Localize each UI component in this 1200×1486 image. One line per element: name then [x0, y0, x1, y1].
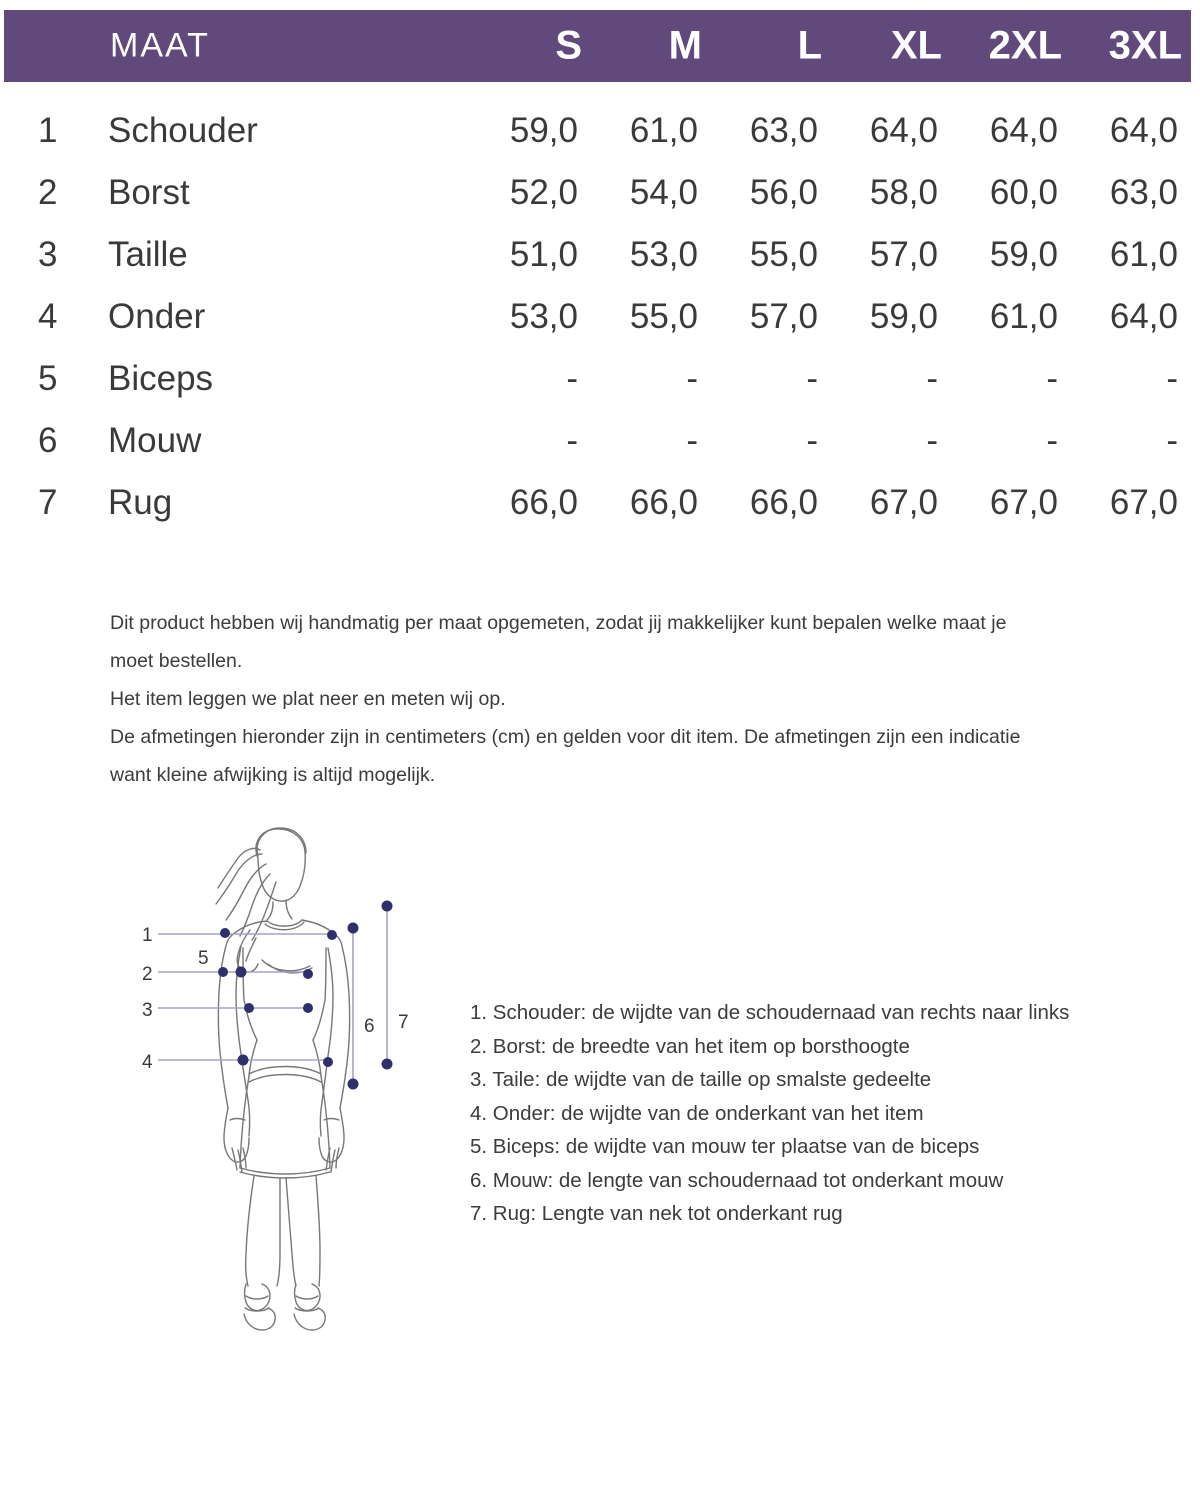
cell-s: 51,0	[509, 235, 578, 274]
legend-item-5: 5. Biceps: de wijdte van mouw ter plaatse van de biceps	[470, 1135, 980, 1158]
cell-s: 52,0	[509, 173, 578, 212]
cell-2xl: -	[1046, 421, 1058, 460]
dot-bottom-left	[238, 1055, 249, 1066]
table-row	[0, 476, 1200, 538]
measurements-table	[0, 104, 1200, 538]
cell-m: 53,0	[629, 235, 698, 274]
row-label: Borst	[108, 173, 190, 212]
cell-l: 66,0	[749, 483, 818, 522]
row-index: 7	[38, 483, 58, 522]
row-index: 5	[38, 359, 58, 398]
table-row	[0, 290, 1200, 352]
body-outline	[216, 828, 350, 1330]
cell-l: 56,0	[749, 173, 818, 212]
legend-item-1: 1. Schouder: de wijdte van de schoudernaad van rechts naar links	[470, 1001, 1070, 1024]
cell-xl: 57,0	[869, 235, 938, 274]
header-size-xl: XL	[890, 23, 942, 68]
row-label: Biceps	[108, 359, 214, 398]
dot-back-bottom	[382, 1059, 393, 1070]
row-index: 6	[38, 421, 58, 460]
marker-3: 3	[142, 1000, 153, 1021]
header-size-l: L	[797, 23, 822, 68]
cell-xl: 64,0	[869, 111, 938, 150]
cell-s: 53,0	[509, 297, 578, 336]
table-row	[0, 414, 1200, 476]
legend-item-4: 4. Onder: de wijdte van de onderkant van het item	[470, 1101, 924, 1125]
table-row	[0, 104, 1200, 166]
cell-s: 59,0	[509, 111, 578, 150]
measurement-notes	[110, 604, 1050, 794]
marker-2: 2	[142, 964, 153, 985]
row-label: Mouw	[108, 421, 202, 460]
table-row	[0, 166, 1200, 228]
table-row	[0, 228, 1200, 290]
row-label: Taille	[108, 235, 188, 274]
dot-shoulder-right	[327, 930, 337, 940]
cell-3xl: 64,0	[1109, 111, 1178, 150]
table-row	[0, 352, 1200, 414]
legend-item-6: 6. Mouw: de lengte van schoudernaad tot onderkant mouw	[470, 1168, 1004, 1192]
dot-sleeve-top	[348, 923, 359, 934]
marker-4: 4	[142, 1052, 153, 1073]
cell-3xl: 67,0	[1109, 483, 1178, 522]
cell-m: 61,0	[629, 111, 698, 150]
row-index: 2	[38, 173, 58, 212]
cell-3xl: -	[1166, 421, 1178, 460]
cell-2xl: 64,0	[989, 111, 1058, 150]
marker-7: 7	[398, 1012, 409, 1033]
dot-shoulder-left	[220, 928, 230, 938]
cell-xl: -	[926, 359, 938, 398]
dot-waist-left	[244, 1003, 254, 1013]
row-label: Rug	[108, 483, 173, 522]
measurement-legend	[470, 996, 1130, 1231]
cell-m: 66,0	[629, 483, 698, 522]
legend-item-7: 7. Rug: Lengte van nek tot onderkant rug	[470, 1202, 843, 1225]
cell-l: 57,0	[749, 297, 818, 336]
cell-l: 55,0	[749, 235, 818, 274]
note-line-3: De afmetingen hieronder zijn in centimeters (cm) en gelden voor dit item. De afmetingen zijn een indicatie want kleine afwijking is altijd mogelijk.	[110, 726, 1021, 786]
dot-waist-right	[303, 1003, 313, 1013]
dot-biceps	[236, 967, 247, 978]
cell-2xl: 61,0	[989, 297, 1058, 336]
marker-1: 1	[142, 925, 153, 946]
cell-2xl: -	[1046, 359, 1058, 398]
header-size-2xl: 2XL	[988, 23, 1062, 68]
cell-m: -	[686, 359, 698, 398]
cell-3xl: -	[1166, 359, 1178, 398]
cell-2xl: 67,0	[989, 483, 1058, 522]
header-size-m: M	[668, 23, 702, 68]
cell-s: -	[566, 421, 578, 460]
row-index: 3	[38, 235, 58, 274]
cell-2xl: 60,0	[989, 173, 1058, 212]
measurement-marker-labels	[142, 925, 409, 1073]
header-size-s: S	[555, 23, 582, 68]
cell-2xl: 59,0	[989, 235, 1058, 274]
measurement-figure-diagram	[110, 820, 450, 1340]
cell-3xl: 63,0	[1109, 173, 1178, 212]
dot-chest-left	[218, 967, 228, 977]
row-index: 4	[38, 297, 58, 336]
row-index: 1	[38, 111, 58, 150]
cell-m: -	[686, 421, 698, 460]
header-size-3xl: 3XL	[1108, 23, 1182, 68]
cell-xl: 59,0	[869, 297, 938, 336]
cell-s: -	[566, 359, 578, 398]
legend-item-3: 3. Taile: de wijdte van de taille op smalste gedeelte	[470, 1068, 932, 1091]
cell-l: 63,0	[749, 111, 818, 150]
cell-xl: -	[926, 421, 938, 460]
dot-chest-right	[303, 969, 313, 979]
size-table-header	[4, 10, 1191, 82]
cell-3xl: 61,0	[1109, 235, 1178, 274]
cell-l: -	[806, 359, 818, 398]
cell-m: 55,0	[629, 297, 698, 336]
cell-s: 66,0	[509, 483, 578, 522]
cell-3xl: 64,0	[1109, 297, 1178, 336]
cell-xl: 58,0	[869, 173, 938, 212]
header-maat-label: MAAT	[110, 26, 210, 65]
dot-bottom-right	[323, 1057, 333, 1067]
marker-6: 6	[364, 1016, 375, 1037]
dot-sleeve-bottom	[348, 1079, 359, 1090]
cell-m: 54,0	[629, 173, 698, 212]
dot-back-top	[382, 901, 393, 912]
row-label: Onder	[108, 297, 206, 336]
marker-5: 5	[198, 948, 209, 969]
note-line-1: Dit product hebben wij handmatig per maat opgemeten, zodat jij makkelijker kunt bepalen welke maat je moet bestellen.	[110, 612, 1007, 672]
cell-xl: 67,0	[869, 483, 938, 522]
cell-l: -	[806, 421, 818, 460]
figure-svg	[110, 820, 450, 1340]
note-line-2: Het item leggen we plat neer en meten wij op.	[110, 688, 506, 710]
row-label: Schouder	[108, 111, 258, 150]
legend-item-2: 2. Borst: de breedte van het item op borsthoogte	[470, 1034, 910, 1058]
